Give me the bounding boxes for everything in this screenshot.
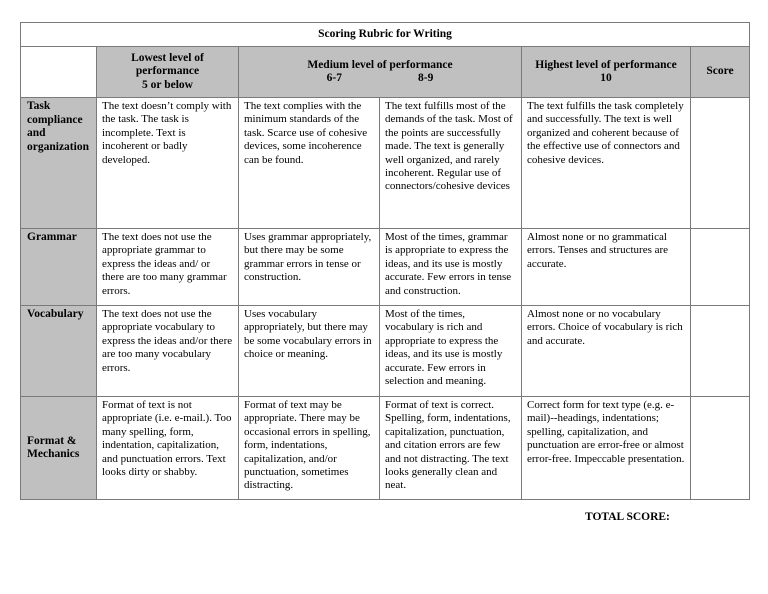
table-row [21, 98, 750, 229]
cell-high: Almost none or no grammatical errors. Tenses and structures are accurate. [522, 229, 691, 306]
cell-high: Almost none or no vocabulary errors. Choice of vocabulary is rich and accurate. [522, 306, 691, 397]
cell-low: Format of text is not appropriate (i.e. e-mail.). Too many spelling, form, indentation, capitalization, and punctuation errors. Text looks dirty or shabby. [97, 397, 239, 500]
header-medium-ranges [244, 72, 516, 86]
cell-low: The text does not use the appropriate vocabulary to express the ideas and/or there are too many vocabulary errors. [97, 306, 239, 397]
cell-med-b: Format of text is correct. Spelling, form, indentations, capitalization, punctuation, and citation errors are few and not distracting. The text looks generally clean and neat. [380, 397, 522, 500]
table-row [21, 229, 750, 306]
cell-med-a: Uses vocabulary appropriately, but there may be some vocabulary errors in choice or meaning. [239, 306, 380, 397]
rubric-title: Scoring Rubric for Writing [21, 23, 750, 47]
cell-high: Correct form for text type (e.g. e-mail)--headings, indentations; spelling, capitalization, and punctuation are error-free or almost error-free. Impeccable presentation. [522, 397, 691, 500]
score-cell[interactable] [691, 229, 750, 306]
row-label-format-mechanics: Format & Mechanics [21, 397, 97, 500]
score-cell[interactable] [691, 98, 750, 229]
cell-med-a: Uses grammar appropriately, but there may be some grammar errors in tense or construction. [239, 229, 380, 306]
cell-med-a: Format of text may be appropriate. There may be occasional errors in spelling, form, indentations, capitalization, and/or punctuation, sometimes distracting. [239, 397, 380, 500]
score-cell[interactable] [691, 306, 750, 397]
scoring-rubric-table [20, 22, 750, 500]
header-lowest [97, 47, 239, 98]
header-medium-line1: Medium level of performance [307, 58, 453, 71]
corner-cell [21, 47, 97, 98]
header-row [21, 47, 750, 98]
row-label-vocabulary: Vocabulary [21, 306, 97, 397]
total-score-label: TOTAL SCORE: [585, 511, 670, 523]
title-row [21, 23, 750, 47]
header-lowest-line2: performance [135, 65, 200, 78]
cell-med-b: The text fulfills most of the demands of the task. Most of the points are successfully made. The text is generally well organized, and rarely incoherent. Regular use of connectors/cohesive devices [380, 98, 522, 229]
cell-low: The text does not use the appropriate grammar to express the ideas and/ or there are too many grammar errors. [97, 229, 239, 306]
header-medium-range-b: 8-9 [418, 72, 434, 84]
row-label-grammar: Grammar [21, 229, 97, 306]
header-medium-range-a: 6-7 [326, 72, 342, 84]
cell-med-b: Most of the times, vocabulary is rich and appropriate to express the ideas, and its use is mostly accurate. Few errors in selection and meaning. [380, 306, 522, 397]
header-highest-line1: Highest level of performance [535, 58, 677, 71]
table-row [21, 306, 750, 397]
cell-med-b: Most of the times, grammar is appropriate to express the ideas, and its use is mostly accurate. Few errors in tense and construction. [380, 229, 522, 306]
header-lowest-line3: 5 or below [142, 78, 193, 91]
header-highest-line2: 10 [600, 72, 612, 84]
header-lowest-line1: Lowest level of [131, 51, 204, 64]
cell-med-a: The text complies with the minimum standards of the task. Scarce use of cohesive devices, some incoherence can be found. [239, 98, 380, 229]
header-highest [522, 47, 691, 98]
table-row [21, 397, 750, 500]
cell-low: The text doesn’t comply with the task. The task is incomplete. Text is incoherent or badly developed. [97, 98, 239, 229]
header-score: Score [691, 47, 750, 98]
cell-high: The text fulfills the task completely and successfully. The text is well organized and coherent because of the effective use of connectors and cohesive devices. [522, 98, 691, 229]
header-medium [239, 47, 522, 98]
row-label-task-compliance: Task compliance and organization [21, 98, 97, 229]
score-cell[interactable] [691, 397, 750, 500]
